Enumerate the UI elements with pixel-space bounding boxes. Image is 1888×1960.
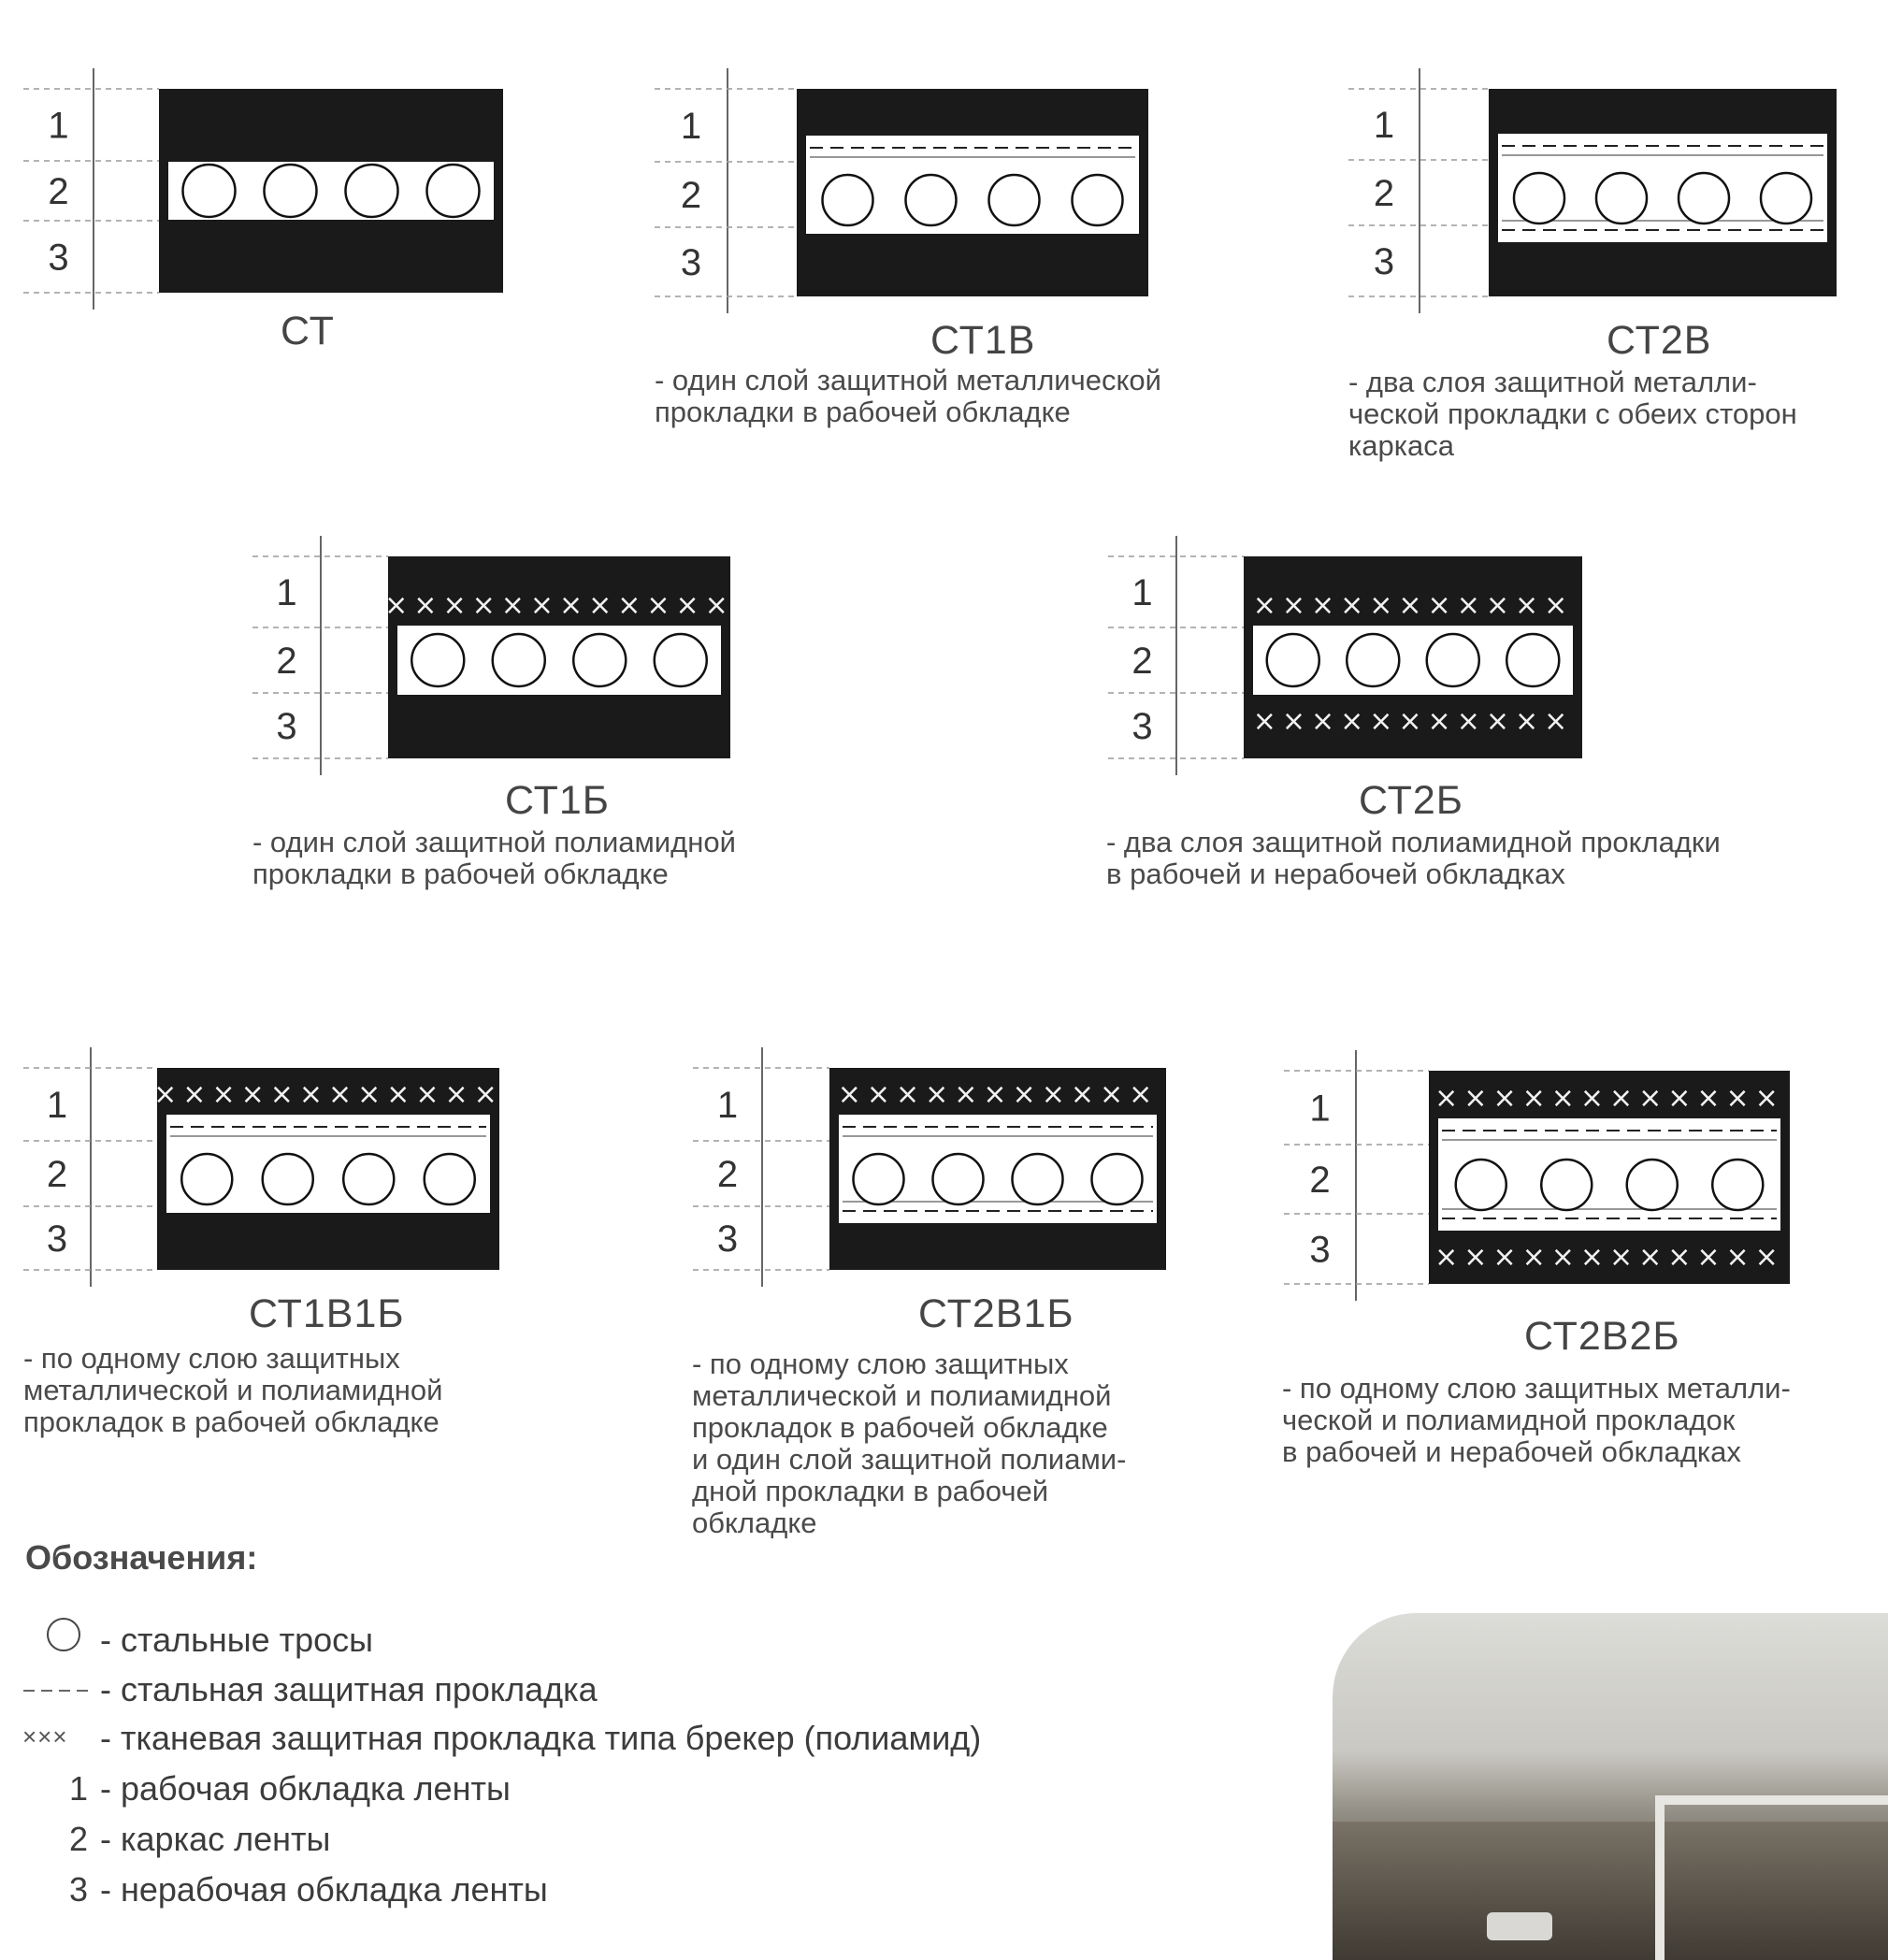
diagram-title-st1v1b: СТ1В1Б bbox=[249, 1291, 405, 1336]
row-label-2: 2 bbox=[48, 171, 69, 212]
steel-cable bbox=[1679, 173, 1729, 223]
steel-cable bbox=[181, 1154, 232, 1204]
row-label-3: 3 bbox=[276, 706, 297, 747]
row-label-1: 1 bbox=[1373, 105, 1395, 146]
steel-cable bbox=[1347, 634, 1399, 686]
row-label-1: 1 bbox=[46, 1085, 68, 1126]
diagram-st2v2b bbox=[1284, 1050, 1790, 1301]
steel-cable bbox=[1541, 1160, 1592, 1210]
diagram-st1v1b bbox=[23, 1047, 503, 1287]
steel-cable bbox=[655, 634, 707, 686]
cross-icon: ××× bbox=[22, 1722, 68, 1751]
row-label-1: 1 bbox=[1131, 572, 1153, 613]
steel-cable bbox=[823, 175, 873, 225]
diagram-title-st: СТ bbox=[281, 309, 335, 353]
steel-cable bbox=[263, 1154, 313, 1204]
steel-cable bbox=[1092, 1154, 1143, 1204]
row-label-1: 1 bbox=[276, 572, 297, 613]
row-label-3: 3 bbox=[680, 242, 702, 283]
row-label-3: 3 bbox=[46, 1218, 68, 1260]
fabric-breaker-top: ×××××××××××× bbox=[1434, 1082, 1784, 1115]
steel-cable bbox=[343, 1154, 394, 1204]
steel-cable bbox=[1013, 1154, 1063, 1204]
conveyor-photo bbox=[1333, 1613, 1888, 1960]
diagram-title-st2v1b: СТ2В1Б bbox=[918, 1291, 1074, 1336]
steel-cable bbox=[1427, 634, 1479, 686]
row-label-3: 3 bbox=[1131, 706, 1153, 747]
steel-cable bbox=[1761, 173, 1811, 223]
legend-item-cables: - стальные тросы bbox=[100, 1621, 374, 1659]
steel-cable bbox=[854, 1154, 904, 1204]
steel-cable bbox=[425, 1154, 475, 1204]
steel-cable bbox=[906, 175, 957, 225]
diagram-st bbox=[23, 68, 503, 310]
steel-cable bbox=[1267, 634, 1319, 686]
row-label-2: 2 bbox=[1373, 173, 1395, 214]
fabric-breaker-top: ××××××××××× bbox=[837, 1078, 1159, 1111]
legend-item-fabric-breaker: - тканевая защитная прокладка типа брекер (полиамид) bbox=[100, 1719, 982, 1757]
row-label-1: 1 bbox=[716, 1085, 739, 1126]
row-label-1: 1 bbox=[680, 106, 702, 147]
diagram-st2b bbox=[1108, 536, 1582, 775]
diagram-st2v1b bbox=[693, 1047, 1166, 1287]
row-label-2: 2 bbox=[716, 1154, 739, 1195]
diagram-desc-st1v: - один слой защитной металлической прокладки в рабочей обкладке bbox=[655, 364, 1161, 428]
steel-cable bbox=[265, 165, 317, 217]
circle-icon bbox=[45, 1616, 82, 1653]
diagram-desc-st1b: - один слой защитной полиамидной прокладки в рабочей обкладке bbox=[252, 826, 736, 890]
steel-cable bbox=[1456, 1160, 1506, 1210]
legend-item-steel-breaker: - стальная защитная прокладка bbox=[100, 1670, 598, 1708]
steel-cable bbox=[1596, 173, 1647, 223]
steel-cable bbox=[933, 1154, 984, 1204]
legend-number-3: 3 bbox=[69, 1870, 89, 1909]
diagram-desc-st2v1b: - по одному слою защитных металлической и полиамидной прокладок в рабочей обкладке и один слой защитной полиами- дной прокладки в рабочей обкладке bbox=[692, 1348, 1127, 1539]
legend-title: Обозначения: bbox=[25, 1538, 258, 1577]
legend-number-1: 1 bbox=[69, 1769, 89, 1808]
diagram-title-st1b: СТ1Б bbox=[505, 778, 611, 823]
fabric-breaker-bottom: ××××××××××× bbox=[1252, 705, 1574, 738]
steel-cable bbox=[1627, 1160, 1678, 1210]
steel-cable bbox=[411, 634, 464, 686]
steel-cable bbox=[493, 634, 545, 686]
steel-cable bbox=[183, 165, 236, 217]
fabric-breaker-top: ×××××××××××× bbox=[384, 589, 734, 622]
diagram-st1b bbox=[252, 536, 734, 775]
diagram-desc-st2v: - два слоя защитной металли- ческой прокладки с обеих сторон каркаса bbox=[1348, 366, 1797, 462]
steel-cable bbox=[1073, 175, 1123, 225]
steel-cable bbox=[989, 175, 1040, 225]
diagram-st1v bbox=[655, 68, 1148, 313]
row-label-1: 1 bbox=[1309, 1088, 1331, 1130]
dashed-line-icon bbox=[23, 1686, 89, 1695]
diagram-st2v bbox=[1348, 68, 1837, 313]
fabric-breaker-top: ×××××××××××× bbox=[153, 1078, 503, 1111]
row-label-1: 1 bbox=[48, 105, 69, 147]
row-label-2: 2 bbox=[680, 175, 702, 216]
steel-cable bbox=[1506, 634, 1559, 686]
diagram-title-st2b: СТ2Б bbox=[1359, 778, 1464, 823]
row-label-2: 2 bbox=[1131, 641, 1153, 682]
steel-cable bbox=[1712, 1160, 1763, 1210]
diagram-desc-st2b: - два слоя защитной полиамидной прокладки в рабочей и нерабочей обкладках bbox=[1106, 826, 1721, 890]
row-label-3: 3 bbox=[48, 237, 69, 279]
row-label-3: 3 bbox=[1309, 1229, 1331, 1271]
legend-item-carcass: - каркас ленты bbox=[100, 1820, 331, 1858]
steel-cable bbox=[573, 634, 626, 686]
legend-item-working-cover: - рабочая обкладка ленты bbox=[100, 1769, 511, 1808]
legend-number-2: 2 bbox=[69, 1820, 89, 1858]
fabric-breaker-top: ××××××××××× bbox=[1252, 589, 1574, 622]
diagram-desc-st2v2b: - по одному слою защитных металли- ческой и полиамидной прокладок в рабочей и нерабочей обкладках bbox=[1282, 1372, 1791, 1468]
legend-item-nonworking-cover: - нерабочая обкладка ленты bbox=[100, 1870, 548, 1909]
steel-cable bbox=[346, 165, 398, 217]
diagram-desc-st1v1b: - по одному слою защитных металлической и полиамидной прокладок в рабочей обкладке bbox=[23, 1342, 443, 1438]
fabric-breaker-bottom: ×××××××××××× bbox=[1434, 1241, 1784, 1274]
steel-cable bbox=[1514, 173, 1564, 223]
diagram-title-st2v2b: СТ2В2Б bbox=[1524, 1314, 1680, 1359]
row-label-2: 2 bbox=[46, 1154, 68, 1195]
diagram-title-st1v: СТ1В bbox=[930, 318, 1036, 363]
row-label-3: 3 bbox=[1373, 241, 1395, 282]
row-label-2: 2 bbox=[276, 641, 297, 682]
row-label-3: 3 bbox=[716, 1218, 739, 1260]
row-label-2: 2 bbox=[1309, 1160, 1331, 1201]
diagram-title-st2v: СТ2В bbox=[1607, 318, 1712, 363]
steel-cable bbox=[427, 165, 480, 217]
